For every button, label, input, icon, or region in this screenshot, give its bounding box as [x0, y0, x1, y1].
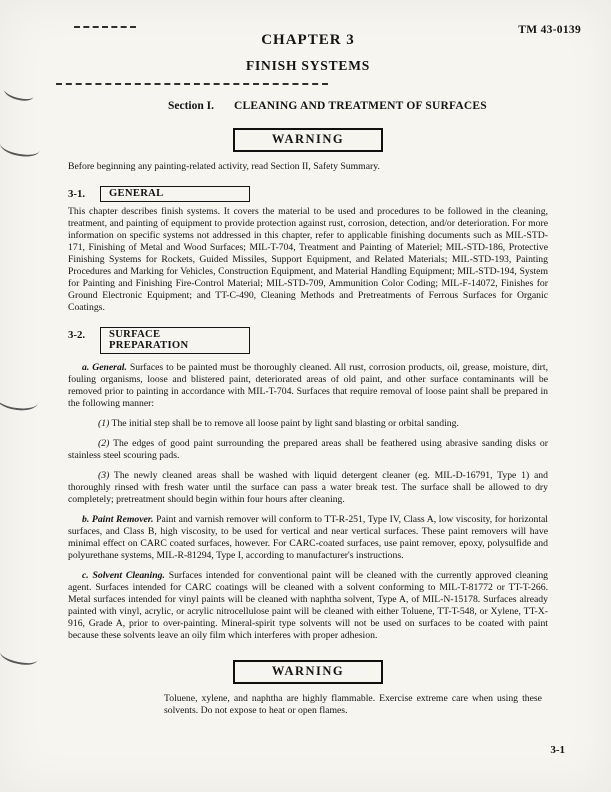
subparagraph-a: [68, 362, 548, 410]
warning-text-top: Before beginning any painting-related activity, read Section II, Safety Summary.: [68, 161, 380, 172]
list-item-3-text: The newly cleaned areas shall be washed with liquid detergent cleaner (eg. MIL-D-16791, Type 1) and thoroughly rinsed with fresh water until the surface can pass a water break test. The surface shall be allowed to dry completely; pretreatment should begin within four hours after cleaning.: [68, 470, 548, 505]
subparagraph-b-text: Paint and varnish remover will conform to TT-R-251, Type IV, Class A, low viscosity, for horizontal surfaces, and Class B, high viscosity, to be used for vertical and near vertical surfaces. These paint removers will have minimal effect on CARC coated surfaces, however. For CARC-coated surfaces, use paint remover, epoxy, polysulfide and polyurethane systems, MIL-R-81294, Type I, according to manufacturer's instructions.: [68, 514, 549, 561]
list-item-2-text: The edges of good paint surrounding the prepared areas shall be feathered using abrasive sanding disks or stainless steel scouring pads.: [68, 438, 548, 461]
warning-box-top: [233, 128, 383, 152]
warning-label-bottom: WARNING: [271, 664, 345, 678]
heading-box-surface-preparation: SURFACE PREPARATION: [100, 327, 250, 354]
tm-number: TM 43-0139: [518, 24, 581, 36]
subparagraph-a-text: Surfaces to be painted must be thoroughly cleaned. All rust, corrosion products, oil, grease, moisture, dirt, fouling organisms, loose and blistered paint, deteriorated areas of old paint, and other surface contaminants will be removed prior to painting in accordance with MIL-T-704. Surfaces that require removal of loose paint shall be prepared in the following manner:: [68, 362, 548, 409]
section-title: CLEANING AND TREATMENT OF SURFACES: [234, 100, 487, 112]
page-content: [68, 22, 548, 717]
scan-artifact-curl: [0, 135, 41, 160]
paragraph-3-1-heading: [68, 186, 548, 202]
list-item-2: [68, 438, 548, 462]
section-label: Section I.: [168, 100, 214, 112]
subparagraph-c-lead: c. Solvent Cleaning.: [82, 570, 165, 581]
paragraph-3-1-number: 3-1.: [68, 188, 86, 200]
list-item-3-number: (3): [98, 470, 110, 481]
subparagraph-b: [68, 514, 548, 562]
list-item-2-number: (2): [98, 438, 110, 449]
scan-artifact-curl: [0, 387, 39, 413]
scan-artifact-curl: [0, 644, 39, 668]
paragraph-3-1-body: This chapter describes finish systems. It covers the material to be used and procedures to be followed in the cleaning, treatment, and painting of equipment to provide protection against rust, corrosion, detection, and/or deterioration. For more information on specific systems not addressed in this chapter, refer to applicable finishing documents such as MIL-STD-171, Finishing of Metal and Wood Surfaces; MIL-T-704, Treatment and Painting of Materiel; MIL-STD-186, Protective Finishing Systems for Rockets, Guided Missiles, Support Equipment, and Related Materials; MIL-STD-193, Painting Procedures and Marking for Vehicles, Construction Equipment, and Material Handling Equipment; MIL-STD-194, System for Painting and Finishing Fire-Control Material; MIL-STD-709, Ammunition Color Coding; MIL-F-14072, Finishes for Ground Electronic Equipment; and TT-C-490, Cleaning Methods and Pretreatments of Ferrous Surfaces for Organic Coatings.: [68, 206, 548, 313]
list-item-3: [68, 470, 548, 506]
chapter-subtitle: FINISH SYSTEMS: [245, 58, 371, 73]
section-heading: [68, 100, 548, 112]
chapter-title: CHAPTER 3: [261, 32, 355, 48]
page-number: 3-1: [550, 744, 565, 756]
heading-box-general: GENERAL: [100, 186, 250, 202]
paragraph-3-2-heading: [68, 327, 548, 354]
scan-artifact-curl: [3, 83, 35, 104]
subparagraph-a-lead: a. General.: [82, 362, 127, 373]
paragraph-3-2-number: 3-2.: [68, 329, 86, 341]
list-item-1-number: (1): [98, 418, 110, 429]
list-item-1-text: The initial step shall be to remove all loose paint by light sand blasting or orbital sanding.: [111, 418, 459, 429]
warning-box-bottom: [233, 660, 383, 684]
subparagraph-c-text: Surfaces intended for conventional paint will be cleaned with the currently approved cleaning agent. Surfaces intended for CARC coatings will be cleaned with a solvent conforming to MIL-T-81772 or TT-T-266. Metal surfaces intended for vinyl paints will be cleaned with naphtha solvent, Type A, of MIL-N-15178. Surfaces already painted with vinyl, acrylic, or acrylic nitrocellulose paint will be cleaned with either Toluene, TT-T-548, or Xylene, TT-X-916, Grade A, prior to over-painting. Mineral-spirit type solvents will not be used on surfaces to be coated with paint because these solvents leave an oily film which interferes with proper adhesion.: [68, 570, 549, 641]
subparagraph-b-lead: b. Paint Remover.: [82, 514, 154, 525]
warning-label-top: WARNING: [271, 132, 345, 146]
subparagraph-c: [68, 570, 548, 642]
list-item-1: [68, 418, 548, 430]
warning-text-bottom: Toluene, xylene, and naphtha are highly flammable. Exercise extreme care when using these solvents. Do not expose to heat or open flames.: [164, 693, 542, 716]
